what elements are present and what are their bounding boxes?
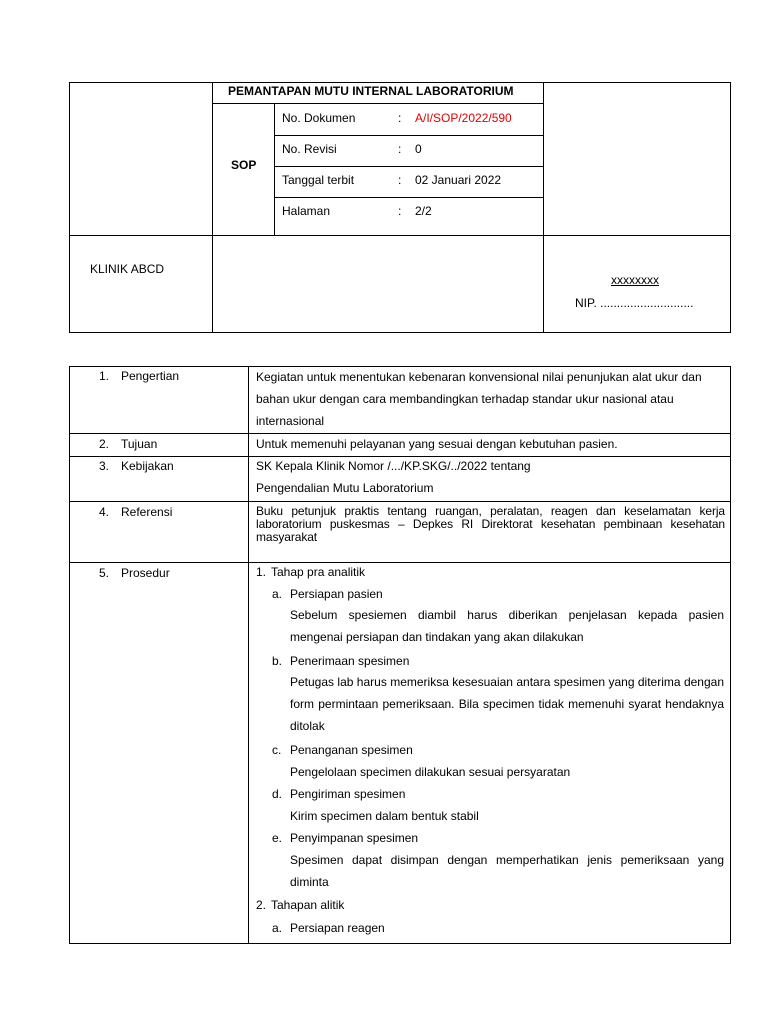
field-separator: : [398, 142, 402, 156]
header-divider [274, 166, 543, 167]
content-divider [69, 562, 731, 563]
row-text-line: Untuk memenuhi pelayanan yang sesuai dengan kebutuhan pasien. [256, 437, 618, 451]
row-number: 1. [99, 369, 110, 383]
document-title: PEMANTAPAN MUTU INTERNAL LABORATORIUM [228, 84, 514, 98]
header-divider [212, 82, 213, 333]
item-letter: d. [272, 787, 283, 801]
row-number: 2. [99, 437, 110, 451]
header-divider [543, 82, 544, 333]
item-description: Pengelolaan specimen dilakukan sesuai persyaratan [290, 765, 571, 779]
item-description: Kirim specimen dalam bentuk stabil [290, 809, 479, 823]
item-title: Penyimpanan spesimen [290, 831, 419, 845]
field-separator: : [398, 204, 402, 218]
content-divider [248, 366, 249, 944]
row-text-line: Kegiatan untuk menentukan kebenaran konvensional nilai penunjukan alat ukur dan [256, 370, 702, 384]
row-number: 4. [99, 505, 110, 519]
item-letter: c. [272, 743, 282, 757]
step-number: 1. [256, 565, 267, 579]
row-text-paragraph: Buku petunjuk praktis tentang ruangan, peralatan, reagen dan keselamatan kerja laboratorium puskesmas – Depkes RI Direktorat kesehatan pembinaan kesehatan masyarakat [256, 504, 725, 544]
row-number: 5. [99, 566, 110, 580]
row-text-line: Pengendalian Mutu Laboratorium [256, 481, 434, 495]
sop-label: SOP [231, 158, 257, 172]
field-label-document-number: No. Dokumen [282, 111, 356, 125]
row-label-tujuan: Tujuan [121, 437, 158, 451]
row-number: 3. [99, 459, 110, 473]
signer-nip: NIP. ............................ [575, 296, 694, 310]
field-label-page: Halaman [282, 204, 331, 218]
item-title: Pengiriman spesimen [290, 787, 406, 801]
header-divider [274, 135, 543, 136]
content-divider [69, 456, 731, 457]
header-divider [274, 197, 543, 198]
content-divider [69, 501, 731, 502]
row-text-line: bahan ukur dengan cara membandingkan terhadap standar ukur nasional atau [256, 392, 674, 406]
row-label-referensi: Referensi [121, 505, 173, 519]
header-divider [274, 103, 275, 235]
header-divider [212, 103, 543, 104]
content-divider [69, 433, 731, 434]
item-title: Penanganan spesimen [290, 743, 413, 757]
step-title: Tahapan alitik [271, 898, 345, 912]
item-letter: a. [272, 921, 283, 935]
field-value-issue-date: 02 Januari 2022 [415, 173, 502, 187]
field-value-document-number: A/I/SOP/2022/590 [415, 111, 512, 125]
row-text-line: internasional [256, 414, 325, 428]
item-description: Spesimen dapat disimpan dengan memperhatikan jenis pemeriksaan yang diminta [290, 853, 724, 889]
row-label-pengertian: Pengertian [121, 369, 180, 383]
clinic-name: KLINIK ABCD [90, 262, 165, 276]
field-value-revision: 0 [415, 142, 422, 156]
field-label-revision: No. Revisi [282, 142, 337, 156]
field-separator: : [398, 111, 402, 125]
header-divider [69, 235, 731, 236]
item-letter: a. [272, 587, 283, 601]
field-label-issue-date: Tanggal terbit [282, 173, 355, 187]
step-number: 2. [256, 898, 267, 912]
item-letter: b. [272, 654, 283, 668]
signer-name: xxxxxxxx [611, 273, 659, 287]
row-text-line: SK Kepala Klinik Nomor /.../KP.SKG/../2022 tentang [256, 459, 531, 473]
field-separator: : [398, 173, 402, 187]
row-label-prosedur: Prosedur [121, 566, 170, 580]
step-title: Tahap pra analitik [271, 565, 366, 579]
item-title: Persiapan pasien [290, 587, 383, 601]
item-description: Petugas lab harus memeriksa kesesuaian antara spesimen yang diterima dengan form permintaan pemeriksaan. Bila specimen tidak memenuhi syarat hendaknya ditolak [290, 675, 724, 733]
field-value-page: 2/2 [415, 204, 432, 218]
item-title: Penerimaan spesimen [290, 654, 410, 668]
item-letter: e. [272, 831, 283, 845]
item-description: Sebelum spesiemen diambil harus diberikan penjelasan kepada pasien mengenai persiapan dan tindakan yang akan dilakukan [290, 608, 724, 644]
row-label-kebijakan: Kebijakan [121, 459, 174, 473]
item-title: Persiapan reagen [290, 921, 385, 935]
